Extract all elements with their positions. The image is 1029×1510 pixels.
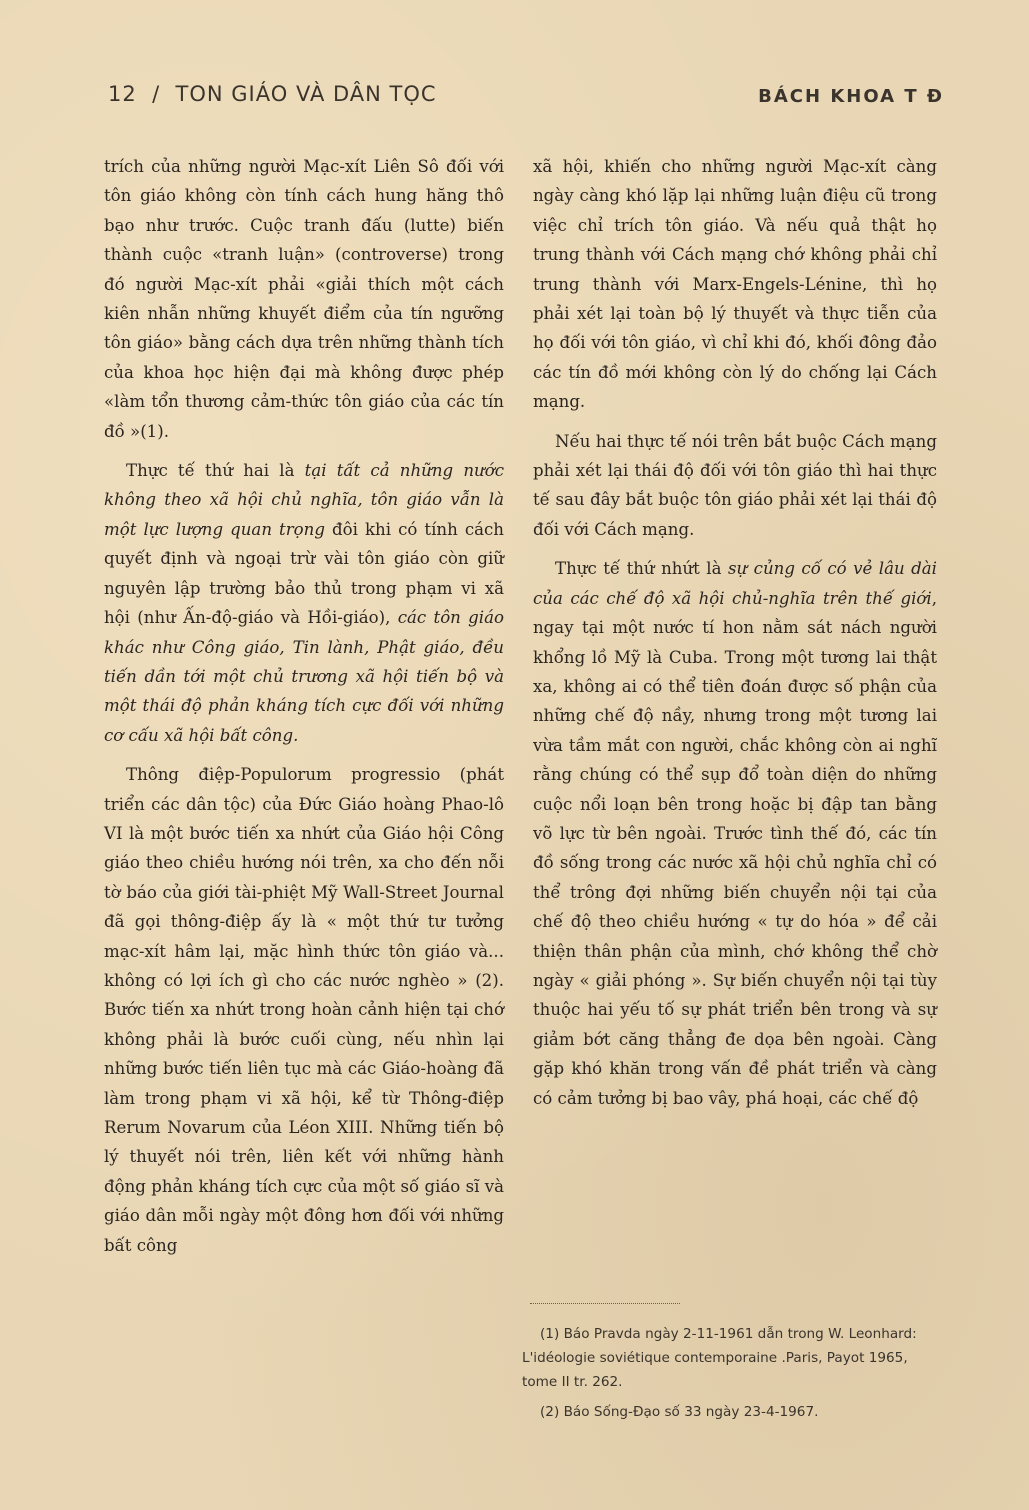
p2-middle: đôi khi có tính cách quyết định và ngoại trừ vài tôn giáo còn giữ nguyên lập trường bảo thủ trong phạm vi xã hội (như Ấn-độ-giáo và Hồi-giáo), <box>104 519 504 628</box>
right-paragraph-3 <box>533 554 937 1113</box>
p2-italic-1: tại tất cả những nước không theo xã hội chủ nghĩa, tôn giáo vẫn là một lực lượng quan trọng <box>104 461 504 539</box>
left-paragraph-3: Thông điệp-Populorum progressio (phát triển các dân tộc) của Đức Giáo hoàng Phao-lô VI là một bước tiến xa nhứt của Giáo hội Công giáo theo chiều hướng nói trên, xa cho đến nỗi tờ báo của giới tài-phiệt Mỹ Wall-Street Journal đã gọi thông-điệp ấy là « một thứ tư tưởng mạc-xít hâm lại, mặc hình thức tôn giáo và... không có lợi ích gì cho các nước nghèo » (2). Bước tiến xa nhứt trong hoàn cảnh hiện tại chớ không phải là bước cuối cùng, nếu nhìn lại những bước tiến liên tục mà các Giáo-hoàng đã làm trong phạm vi xã hội, kể từ Thông-điệp Rerum Novarum của Léon XIII. Những tiến bộ lý thuyết nói trên, liên kết với những hành động phản kháng tích cực của một số giáo sĩ và giáo dân mỗi ngày một đông hơn đối với những bất công <box>104 765 504 1255</box>
left-paragraph-2 <box>104 456 504 750</box>
footnote-2-text: (2) Báo Sống-Đạo số 33 ngày 23-4-1967. <box>540 1404 819 1420</box>
page-number: 12 <box>108 82 137 106</box>
footnote-rule <box>530 1303 680 1304</box>
p2-start: Thực tế thứ hai là <box>126 461 305 481</box>
header-separator: / <box>152 82 161 106</box>
footnote-1 <box>522 1322 934 1394</box>
p3-italic: sự củng cố có vẻ lâu dài của các chế độ xã hội chủ-nghĩa trên thế giới <box>533 559 937 608</box>
p2-italic-2: các tôn giáo khác như Công giáo, Tin lành, Phật giáo, đều tiến dần tới một chủ trương xã hội tiến bộ và một thái độ phản kháng tích cực đối với những cơ cấu xã hội bất công. <box>104 608 504 745</box>
p3-rest: , ngay tại một nước tí hon nằm sát nách người khổng lồ Mỹ là Cuba. Trong một tương lai thật xa, không ai có thể tiên đoán được số phận của những chế độ nầy, nhưng trong một tương lai vừa tầm mắt con người, chắc không còn ai nghĩ rằng chúng có thể sụp đổ toàn diện do những cuộc nổi loạn bên trong hoặc bị đập tan bằng võ lực từ bên ngoài. Trước tình thế đó, các tín đồ sống trong các nước xã hội chủ nghĩa chỉ có thể trông đợi những biến chuyển nội tại của chế độ theo chiều hướng « tự do hóa » để cải thiện thân phận của mình, chớ không thể chờ ngày « giải phóng ». Sự biến chuyển nội tại tùy thuộc hai yếu tố sự phát triển bên trong và sự giảm bớt căng thẳng đe dọa bên ngoài. Càng gặp khó khăn trong vấn đề phát triển và càng có cảm tưởng bị bao vây, phá hoại, các chế độ <box>533 588 937 1108</box>
journal-title: BÁCH KHOA T Đ <box>758 86 944 107</box>
footnote-1-text: (1) Báo Pravda ngày 2-11-1961 dẫn trong W. Leonhard: L'idéologie soviétique contemporaine .Paris, Payot 1965, tome II tr. 262. <box>522 1326 917 1390</box>
header-left <box>108 82 437 106</box>
section-title: TON GIÁO VÀ DÂN TỌC <box>175 82 437 106</box>
left-paragraph-1: trích của những người Mạc-xít Liên Sô đối với tôn giáo không còn tính cách hung hăng thô bạo như trước. Cuộc tranh đấu (lutte) biến thành cuộc «tranh luận» (controverse) trong đó người Mạc-xít phải «giải thích một cách kiên nhẫn những khuyết điểm của tín ngưỡng tôn giáo» bằng cách dựa trên những thành tích của khoa học hiện đại mà không được phép «làm tổn thương cảm-thức tôn giáo của các tín đồ »(1). <box>104 157 504 441</box>
right-paragraph-1: xã hội, khiến cho những người Mạc-xít càng ngày càng khó lặp lại những luận điệu cũ trong việc chỉ trích tôn giáo. Và nếu quả thật họ trung thành với Cách mạng chớ không phải chỉ trung thành với Marx-Engels-Lénine, thì họ phải xét lại toàn bộ lý thuyết và thực tiễn của họ đối với tôn giáo, vì chỉ khi đó, khối đông đảo các tín đồ mới không còn lý do chống lại Cách mạng. <box>533 157 937 412</box>
right-column <box>533 152 937 1123</box>
running-header <box>108 82 944 112</box>
p3-start: Thực tế thứ nhứt là <box>555 559 728 579</box>
footnote-2 <box>522 1400 934 1424</box>
right-paragraph-2: Nếu hai thực tế nói trên bắt buộc Cách mạng phải xét lại thái độ đối với tôn giáo thì hai thực tế sau đây bắt buộc tôn giáo phải xét lại thái độ đối với Cách mạng. <box>533 431 937 539</box>
left-column <box>104 152 504 1270</box>
